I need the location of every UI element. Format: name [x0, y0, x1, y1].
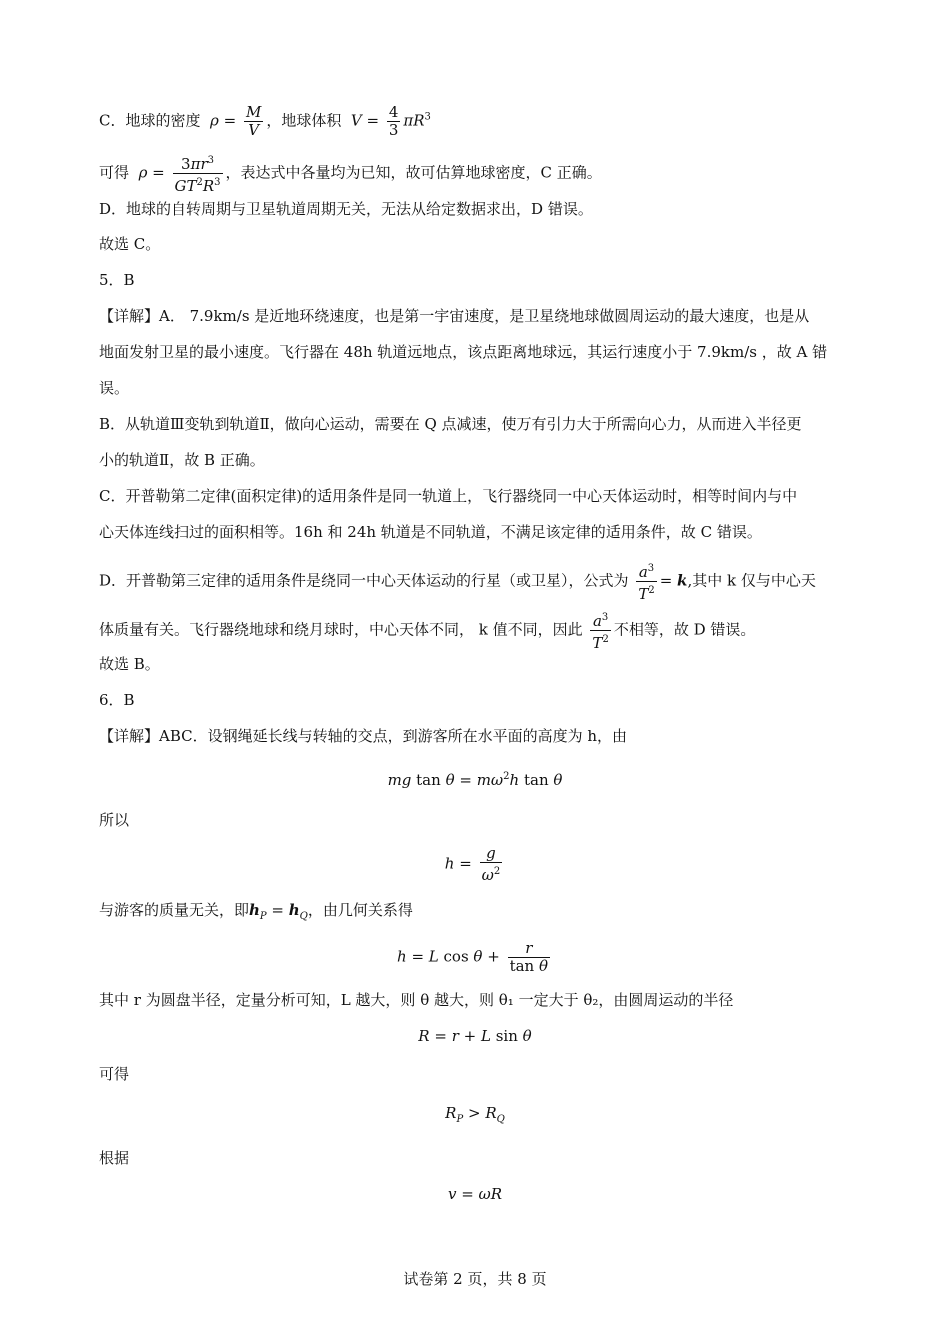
page-footer: 试卷第 2 页，共 8 页: [403, 1270, 547, 1288]
q5-detail-c1: C．开普勒第二定律(面积定律)的适用条件是同一轨道上，飞行器绕同一中心天体运动时，相等时间内与中: [99, 487, 798, 505]
q5-detail-a2: 地面发射卫星的最小速度。飞行器在 48h 轨道远地点，该点距离地球远，其运行速度小于 7.9km/s ，故 A 错: [99, 343, 828, 361]
q5-detail-d2: 体质量有关。飞行器绕地球和绕月球时，中心天体不同， k 值不同，因此 $\frac{a^3}{T^2}$ 不相等，故 D 错误。: [99, 609, 852, 652]
equation-velocity: v = ωR: [447, 1185, 503, 1203]
equation-h: h = $\frac{g}{\omega^2}$: [444, 844, 501, 884]
question-6-answer: 6．B: [99, 691, 135, 709]
equation-force: mg $\tan \theta = m\omega^2h$ tan θ: [387, 771, 563, 789]
q5-detail-c2: 心天体连线扫过的面积相等。16h 和 24h 轨道是不同轨道，不满足该定律的适用条件，故 C 错误。: [99, 523, 762, 541]
q5-detail-a3: 误。: [99, 379, 130, 397]
q5-detail-b2: 小的轨道Ⅱ，故 B 正确。: [99, 451, 265, 469]
option-c-density: C．地球的密度 ρ = $\frac{M}{V}$ ，地球体积 V = $\frac{4}{3}$ $\pi R^3$: [99, 103, 431, 139]
equation-radius: R = r + L sin θ: [418, 1027, 532, 1045]
question-5-answer: 5．B: [99, 271, 135, 289]
q5-detail-a1: 【详解】A． 7.9km/s 是近地环绕速度，也是第一宇宙速度，是卫星绕地球做圆周运动的最大速度，也是从: [99, 307, 810, 325]
q6-kede: 可得: [99, 1065, 130, 1083]
answer-b: 故选 B。: [99, 655, 160, 673]
answer-c: 故选 C。: [99, 235, 161, 253]
q5-detail-d1: D．开普勒第三定律的适用条件是绕同一中心天体运动的行星（或卫星），公式为 $\frac{a^3}{T^2}$ = k,其中 k 仅与中心天: [99, 560, 852, 603]
equation-geometry: h = L cos θ + $\frac{r}{\text{tan θ}}$: [397, 939, 548, 975]
option-d: D．地球的自转周期与卫星轨道周期无关，无法从给定数据求出，D 错误。: [99, 200, 593, 218]
q5-detail-b1: B．从轨道Ⅲ变轨到轨道Ⅱ，做向心运动，需要在 Q 点减速，使万有引力大于所需向心力，从而进入半径更: [99, 415, 802, 433]
option-c-result: 可得 ρ = $\frac{3\pi r^3}{GT^2R^3}$ ，表达式中各量均为已知，故可估算地球密度，C 正确。: [99, 152, 852, 195]
q6-suoyi: 所以: [99, 811, 130, 829]
q6-mass-independence: 与游客的质量无关，即$h_P = h_Q$，由几何关系得: [99, 901, 413, 922]
q6-radius-note: 其中 r 为圆盘半径，定量分析可知，L 越大，则 θ 越大，则 θ₁ 一定大于 θ₂，由圆周运动的半径: [99, 991, 734, 1009]
q6-genju: 根据: [99, 1149, 130, 1167]
equation-radius-compare: $R_P > R_Q$: [445, 1104, 505, 1125]
q6-detail-1: 【详解】ABC．设钢绳延长线与转轴的交点，到游客所在水平面的高度为 h，由: [99, 727, 628, 745]
